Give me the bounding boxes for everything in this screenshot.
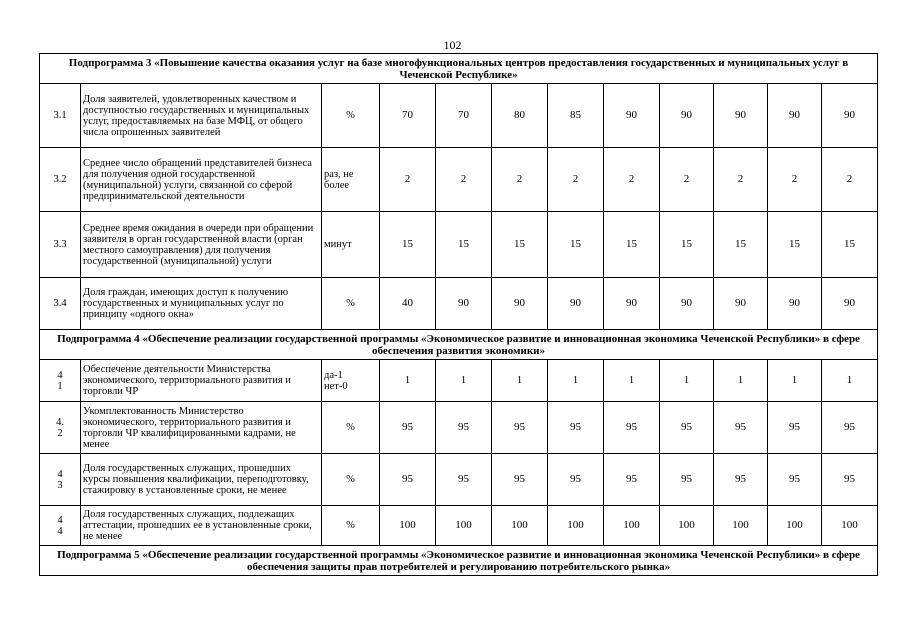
value-cell: 2	[492, 148, 548, 212]
value-cell: 2	[380, 148, 436, 212]
indicator-name: Доля заявителей, удовлетворенных качеством и доступностью государственных и муниципальных услуг, предоставляемых на базе МФЦ, от общего числа опрошенных заявителей	[81, 84, 322, 148]
value-cell: 2	[714, 148, 768, 212]
value-cell: 1	[714, 360, 768, 402]
value-cell: 2	[768, 148, 822, 212]
row-number	[40, 454, 81, 506]
value-cell: 15	[714, 212, 768, 278]
indicator-name: Среднее время ожидания в очереди при обращении заявителя в орган государственной власти (орган местного самоуправления) для получения государственной (муниципальной) услуги	[81, 212, 322, 278]
table-row	[40, 454, 878, 506]
unit: минут	[322, 212, 380, 278]
value-cell: 90	[660, 84, 714, 148]
value-cell: 100	[822, 506, 878, 546]
value-cell: 85	[548, 84, 604, 148]
value-cell: 1	[822, 360, 878, 402]
value-cell: 100	[548, 506, 604, 546]
unit-part: нет-0	[324, 380, 348, 392]
value-cell: 95	[822, 454, 878, 506]
value-cell: 1	[436, 360, 492, 402]
row-number-part: 4	[57, 468, 63, 480]
value-cell: 15	[660, 212, 714, 278]
unit: %	[322, 278, 380, 330]
value-cell: 90	[768, 278, 822, 330]
value-cell: 15	[548, 212, 604, 278]
indicator-name: Укомплектованность Министерство экономического, территориального развития и торговли ЧР квалифицированными кадрами, не менее	[81, 402, 322, 454]
subprogram-4-header-row	[40, 330, 878, 360]
value-cell: 2	[604, 148, 660, 212]
value-cell: 1	[492, 360, 548, 402]
row-number: 3.1	[40, 84, 81, 148]
value-cell: 95	[714, 454, 768, 506]
row-number-part: 3	[57, 479, 63, 491]
value-cell: 90	[822, 278, 878, 330]
value-cell: 80	[492, 84, 548, 148]
table-row	[40, 84, 878, 148]
unit	[322, 360, 380, 402]
value-cell: 95	[660, 402, 714, 454]
value-cell: 15	[492, 212, 548, 278]
value-cell: 1	[604, 360, 660, 402]
value-cell: 100	[768, 506, 822, 546]
value-cell: 90	[604, 84, 660, 148]
value-cell: 15	[768, 212, 822, 278]
table-row	[40, 402, 878, 454]
row-number: 3.2	[40, 148, 81, 212]
row-number-part: 4	[57, 369, 63, 381]
value-cell: 95	[548, 402, 604, 454]
indicator-name: Доля государственных служащих, прошедших курсы повышения квалификации, переподготовку, стажировку в установленные сроки, не менее	[81, 454, 322, 506]
value-cell: 100	[660, 506, 714, 546]
value-cell: 95	[492, 402, 548, 454]
table-row	[40, 360, 878, 402]
unit: %	[322, 506, 380, 546]
page-number: 102	[443, 38, 462, 52]
value-cell: 90	[604, 278, 660, 330]
value-cell: 95	[714, 402, 768, 454]
unit: %	[322, 84, 380, 148]
row-number-part: 1	[57, 380, 63, 392]
value-cell: 1	[380, 360, 436, 402]
value-cell: 70	[436, 84, 492, 148]
row-number	[40, 360, 81, 402]
table-row	[40, 278, 878, 330]
value-cell: 2	[548, 148, 604, 212]
value-cell: 100	[714, 506, 768, 546]
unit: раз, не более	[322, 148, 380, 212]
value-cell: 95	[380, 454, 436, 506]
value-cell: 15	[380, 212, 436, 278]
value-cell: 100	[380, 506, 436, 546]
value-cell: 90	[714, 84, 768, 148]
subprogram-5-header-row	[40, 546, 878, 576]
indicators-table	[39, 53, 878, 576]
value-cell: 100	[492, 506, 548, 546]
value-cell: 90	[548, 278, 604, 330]
row-number-part: 4	[57, 514, 63, 526]
value-cell: 95	[380, 402, 436, 454]
value-cell: 90	[436, 278, 492, 330]
subprogram-3-header-row	[40, 54, 878, 84]
value-cell: 95	[548, 454, 604, 506]
value-cell: 95	[492, 454, 548, 506]
value-cell: 15	[822, 212, 878, 278]
indicator-name: Доля государственных служащих, подлежащих аттестации, прошедших ее в установленные сроки, не менее	[81, 506, 322, 546]
indicator-name: Обеспечение деятельности Министерства экономического, территориального развития и торговли ЧР	[81, 360, 322, 402]
value-cell: 2	[436, 148, 492, 212]
indicator-name: Среднее число обращений представителей бизнеса для получения одной государственной (муниципальной) услуги, связанной со сферой предпринимательской деятельности	[81, 148, 322, 212]
value-cell: 100	[436, 506, 492, 546]
value-cell: 70	[380, 84, 436, 148]
value-cell: 95	[822, 402, 878, 454]
value-cell: 15	[436, 212, 492, 278]
value-cell: 15	[604, 212, 660, 278]
table-row	[40, 212, 878, 278]
value-cell: 2	[660, 148, 714, 212]
row-number	[40, 402, 81, 454]
value-cell: 1	[660, 360, 714, 402]
value-cell: 90	[822, 84, 878, 148]
value-cell: 90	[714, 278, 768, 330]
value-cell: 95	[436, 454, 492, 506]
value-cell: 95	[604, 454, 660, 506]
unit-part: да-1	[324, 369, 343, 381]
value-cell: 90	[660, 278, 714, 330]
row-number-part: 4	[57, 525, 63, 537]
value-cell: 1	[768, 360, 822, 402]
value-cell: 40	[380, 278, 436, 330]
value-cell: 2	[822, 148, 878, 212]
value-cell: 95	[768, 402, 822, 454]
unit: %	[322, 454, 380, 506]
value-cell: 100	[604, 506, 660, 546]
table-row	[40, 148, 878, 212]
row-number: 3.3	[40, 212, 81, 278]
subprogram-5-title: Подпрограмма 5 «Обеспечение реализации государственной программы «Экономическое развитие и инновационная экономика Чеченской Республики» в сфере обеспечения защиты прав потребителей и регулированию потребительского рынка»	[40, 546, 878, 576]
value-cell: 95	[436, 402, 492, 454]
value-cell: 90	[492, 278, 548, 330]
subprogram-3-title: Подпрограмма 3 «Повышение качества оказания услуг на базе многофункциональных центров предоставления государственных и муниципальных услуг в Чеченской Республике»	[40, 54, 878, 84]
value-cell: 95	[660, 454, 714, 506]
value-cell: 95	[604, 402, 660, 454]
value-cell: 95	[768, 454, 822, 506]
indicator-name: Доля граждан, имеющих доступ к получению государственных и муниципальных услуг по принципу «одного окна»	[81, 278, 322, 330]
row-number-part: 4.	[56, 416, 64, 428]
row-number	[40, 506, 81, 546]
row-number-part: 2	[57, 427, 63, 439]
subprogram-4-title: Подпрограмма 4 «Обеспечение реализации государственной программы «Экономическое развитие и инновационная экономика Чеченской Республики» в сфере обеспечения развития экономики»	[40, 330, 878, 360]
unit: %	[322, 402, 380, 454]
row-number: 3.4	[40, 278, 81, 330]
value-cell: 1	[548, 360, 604, 402]
value-cell: 90	[768, 84, 822, 148]
table-row	[40, 506, 878, 546]
